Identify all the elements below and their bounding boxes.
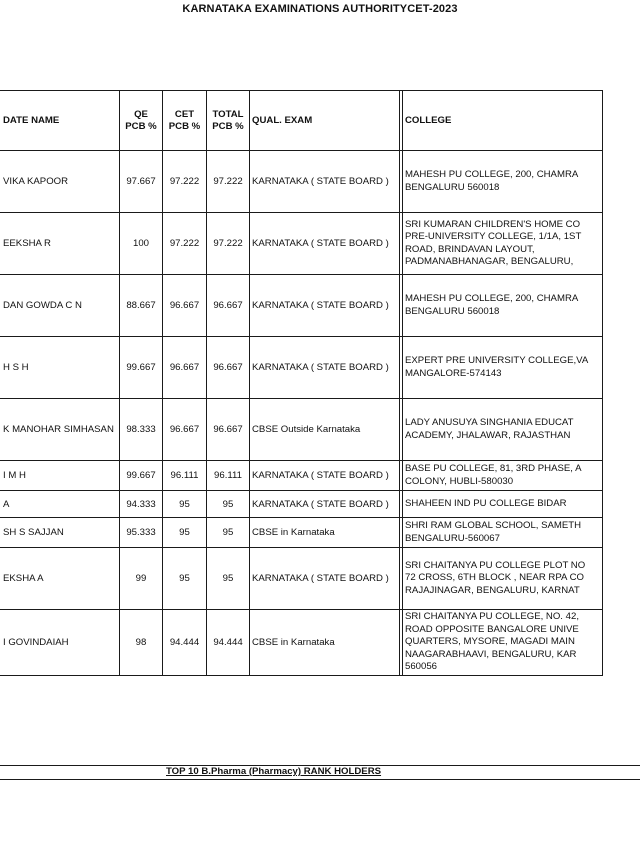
table-header-row	[0, 91, 603, 151]
college-value	[403, 213, 603, 275]
candidate-name: I M H	[0, 461, 120, 491]
total-pcb-value: 96.111	[207, 461, 250, 491]
cet-pcb-value: 95	[163, 491, 207, 518]
total-pcb-value: 95	[207, 491, 250, 518]
cet-pcb-value: 94.444	[163, 610, 207, 676]
total-pcb-value: 96.667	[207, 399, 250, 461]
cet-pcb-value: 96.111	[163, 461, 207, 491]
candidate-name: A	[0, 491, 120, 518]
total-pcb-value: 95	[207, 518, 250, 548]
college-address-line: SRI CHAITANYA PU COLLEGE PLOT NO	[405, 559, 586, 571]
total-pcb-value: 96.667	[207, 275, 250, 337]
college-address-line: BASE PU COLLEGE, 81, 3RD PHASE, A	[405, 463, 582, 474]
qe-pcb-value: 99.667	[120, 337, 163, 399]
table-row	[0, 275, 603, 337]
section-footer-title: TOP 10 B.Pharma (Pharmacy) RANK HOLDERS	[166, 766, 382, 777]
college-address-line: MAHESH PU COLLEGE, 200, CHAMRA	[405, 169, 579, 180]
qual-exam-value: KARNATAKA ( STATE BOARD )	[250, 461, 400, 491]
college-address-line: COLONY, HUBLI-580030	[405, 475, 514, 487]
total-pcb-value: 94.444	[207, 610, 250, 676]
candidate-name: K MANOHAR SIMHASAN	[0, 399, 120, 461]
header-cet-pcb: CET PCB %	[163, 91, 207, 151]
qual-exam-value: CBSE Outside Karnataka	[250, 399, 400, 461]
table-row	[0, 491, 603, 518]
qual-exam-value: KARNATAKA ( STATE BOARD )	[250, 275, 400, 337]
college-address-line: ROAD OPPOSITE BANGALORE UNIVE	[405, 623, 579, 635]
cet-pcb-value: 97.222	[163, 151, 207, 213]
header-qe-pcb: QE PCB %	[120, 91, 163, 151]
college-value	[403, 491, 603, 518]
college-address-line: BENGALURU-560067	[405, 532, 500, 544]
candidate-name: SH S SAJJAN	[0, 518, 120, 548]
qual-exam-value: CBSE in Karnataka	[250, 610, 400, 676]
qe-pcb-value: 95.333	[120, 518, 163, 548]
qual-exam-value: KARNATAKA ( STATE BOARD )	[250, 151, 400, 213]
college-value	[403, 461, 603, 491]
college-address-line: 560056	[405, 661, 438, 672]
college-address-line: SHRI RAM GLOBAL SCHOOL, SAMETH	[405, 520, 582, 531]
qe-pcb-value: 94.333	[120, 491, 163, 518]
qual-exam-value: KARNATAKA ( STATE BOARD )	[250, 213, 400, 275]
college-address-line: QUARTERS, MYSORE, MAGADI MAIN	[405, 636, 575, 647]
qual-exam-value: KARNATAKA ( STATE BOARD )	[250, 548, 400, 610]
candidate-name: H S H	[0, 337, 120, 399]
cet-pcb-value: 96.667	[163, 275, 207, 337]
total-pcb-value: 95	[207, 548, 250, 610]
table-row	[0, 461, 603, 491]
qual-exam-value: CBSE in Karnataka	[250, 518, 400, 548]
college-address-line: MAHESH PU COLLEGE, 200, CHAMRA	[405, 293, 579, 304]
table-row	[0, 151, 603, 213]
total-pcb-value: 97.222	[207, 213, 250, 275]
rank-holders-table	[0, 90, 603, 676]
header-college: COLLEGE	[403, 91, 603, 151]
college-value	[403, 337, 603, 399]
page-title: KARNATAKA EXAMINATIONS AUTHORITYCET-2023	[182, 3, 458, 15]
cet-pcb-value: 96.667	[163, 399, 207, 461]
candidate-name: EKSHA A	[0, 548, 120, 610]
college-address-line: SRI CHAITANYA PU COLLEGE, NO. 42,	[405, 611, 579, 622]
candidate-name: I GOVINDAIAH	[0, 610, 120, 676]
table-row	[0, 518, 603, 548]
college-value	[403, 610, 603, 676]
header-candidate-name: DATE NAME	[0, 91, 120, 151]
cet-pcb-value: 95	[163, 548, 207, 610]
table-row	[0, 213, 603, 275]
qe-pcb-value: 100	[120, 213, 163, 275]
table-row	[0, 548, 603, 610]
cet-pcb-value: 96.667	[163, 337, 207, 399]
college-address-line: SHAHEEN IND PU COLLEGE BIDAR	[405, 497, 567, 509]
candidate-name: DAN GOWDA C N	[0, 275, 120, 337]
college-value	[403, 548, 603, 610]
qual-exam-value: KARNATAKA ( STATE BOARD )	[250, 491, 400, 518]
table-row	[0, 399, 603, 461]
college-address-line: BENGALURU 560018	[405, 181, 500, 193]
qe-pcb-value: 99	[120, 548, 163, 610]
cet-pcb-value: 95	[163, 518, 207, 548]
qe-pcb-value: 98.333	[120, 399, 163, 461]
header-total-pcb: TOTAL PCB %	[207, 91, 250, 151]
college-address-line: PADMANABHANAGAR, BENGALURU,	[405, 256, 574, 267]
college-address-line: LADY ANUSUYA SINGHANIA EDUCAT	[405, 417, 574, 428]
candidate-name: VIKA KAPOOR	[0, 151, 120, 213]
header-qual-exam: QUAL. EXAM	[250, 91, 400, 151]
college-address-line: ROAD, BRINDAVAN LAYOUT,	[405, 243, 535, 255]
qe-pcb-value: 98	[120, 610, 163, 676]
qual-exam-value: KARNATAKA ( STATE BOARD )	[250, 337, 400, 399]
total-pcb-value: 97.222	[207, 151, 250, 213]
college-address-line: NAAGARABHAAVI, BENGALURU, KAR	[405, 648, 577, 660]
college-address-line: SRI KUMARAN CHILDREN'S HOME CO	[405, 218, 581, 230]
college-value	[403, 399, 603, 461]
qe-pcb-value: 99.667	[120, 461, 163, 491]
college-address-line: RAJAJINAGAR, BENGALURU, KARNAT	[405, 584, 580, 596]
college-address-line: 72 CROSS, 6TH BLOCK , NEAR RPA CO	[405, 572, 584, 584]
college-address-line: PRE-UNIVERSITY COLLEGE, 1/1A, 1ST	[405, 231, 582, 242]
college-value	[403, 151, 603, 213]
footer-rule-bottom	[0, 779, 640, 780]
college-address-line: ACADEMY, JHALAWAR, RAJASTHAN	[405, 429, 571, 441]
table-row	[0, 337, 603, 399]
total-pcb-value: 96.667	[207, 337, 250, 399]
college-address-line: EXPERT PRE UNIVERSITY COLLEGE,VA	[405, 355, 589, 366]
college-address-line: BENGALURU 560018	[405, 305, 500, 317]
college-address-line: MANGALORE-574143	[405, 367, 502, 379]
qe-pcb-value: 97.667	[120, 151, 163, 213]
table-row	[0, 610, 603, 676]
qe-pcb-value: 88.667	[120, 275, 163, 337]
cet-pcb-value: 97.222	[163, 213, 207, 275]
college-value	[403, 275, 603, 337]
candidate-name: EEKSHA R	[0, 213, 120, 275]
college-value	[403, 518, 603, 548]
